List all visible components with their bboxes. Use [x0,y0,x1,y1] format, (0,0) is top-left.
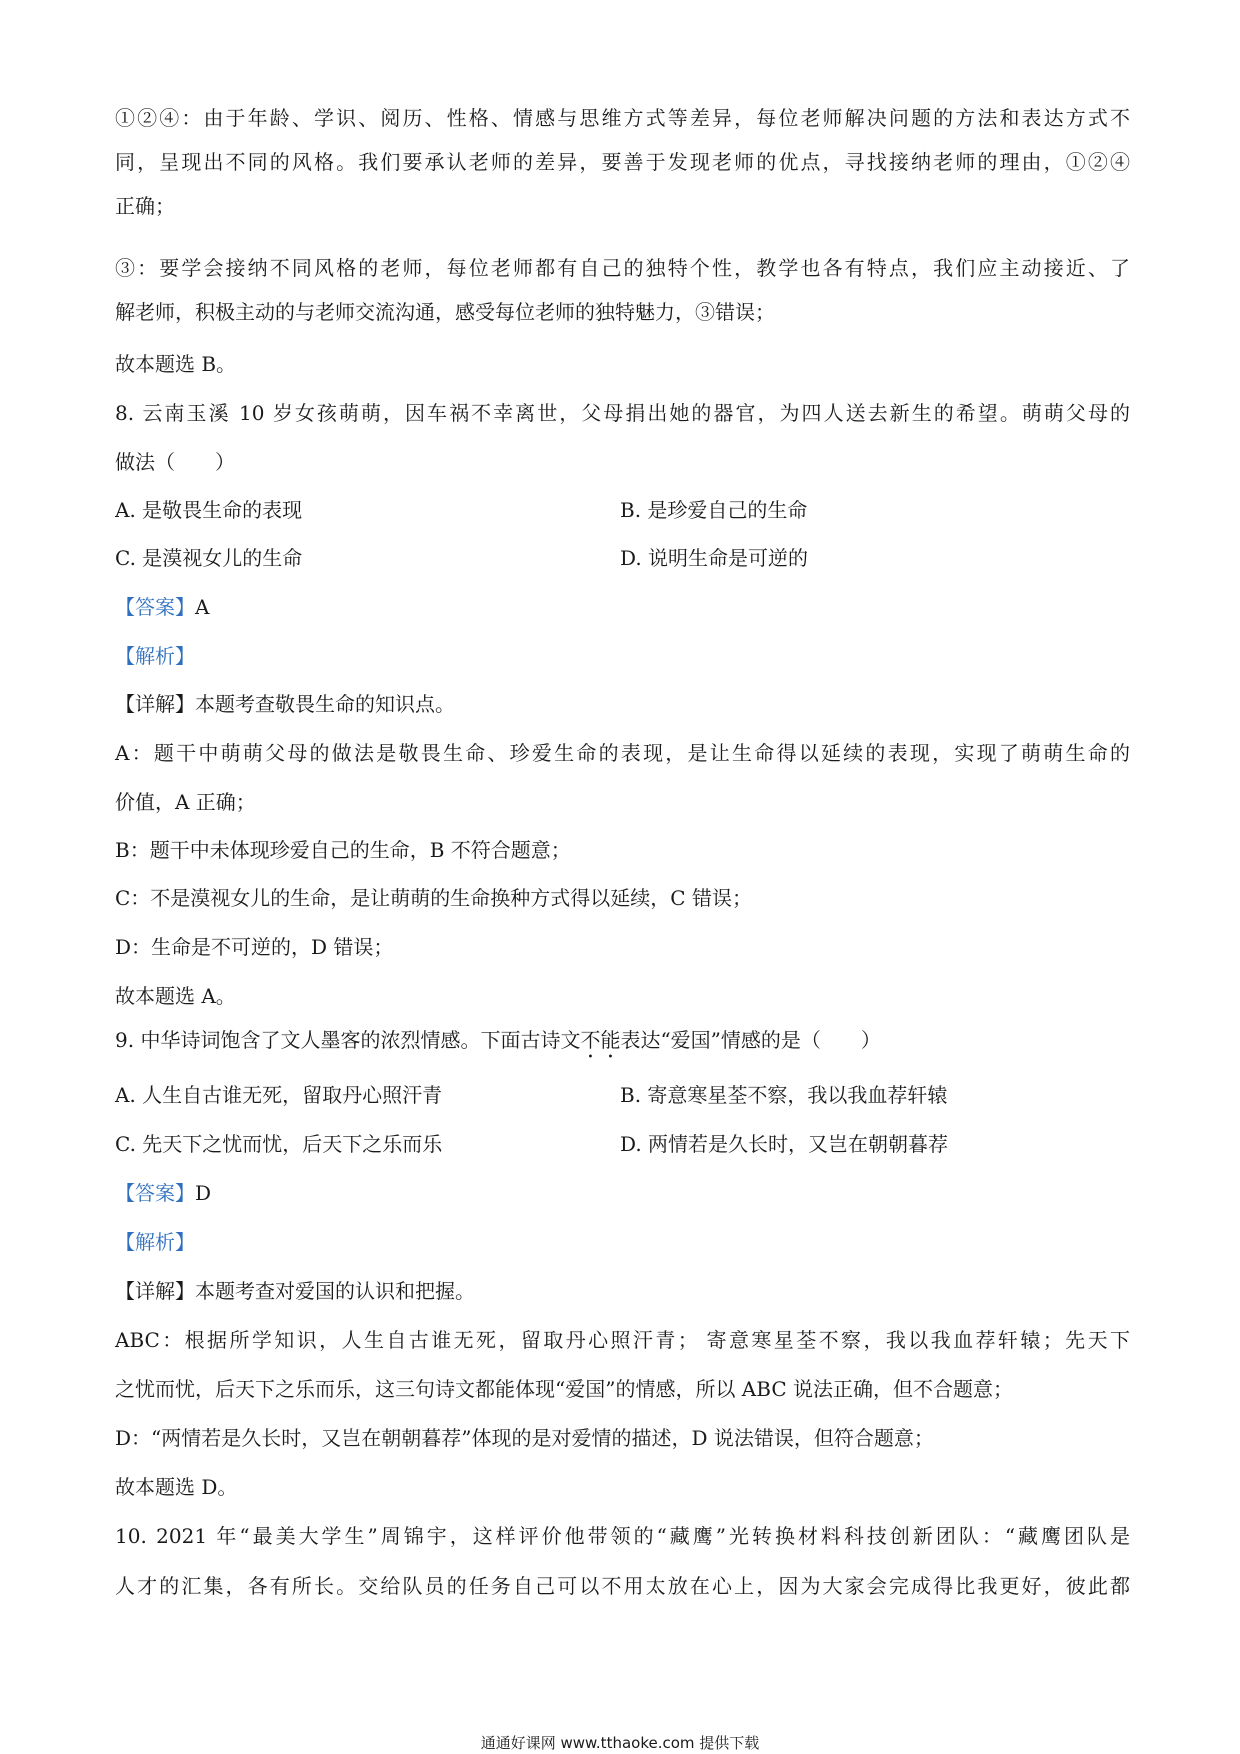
q8-explain-a-line-1: A：题干中萌萌父母的做法是敬畏生命、珍爱生命的表现，是让生命得以延续的表现，实现了萌萌生命的 [115,741,1130,765]
q8-option-a: A. 是敬畏生命的表现 [115,498,303,522]
q9-explain-d: D：“两情若是久长时，又岂在朝朝暮荐”体现的是对爱情的描述，D 说法错误，但符合题意； [115,1426,934,1450]
prev-explanation-line-1: ①②④：由于年龄、学识、阅历、性格、情感与思维方式等差异，每位老师解决问题的方法和表达方式不 [115,106,1130,130]
prev-explanation-line-5: 解老师，积极主动的与老师交流沟通，感受每位老师的独特魅力，③错误； [115,300,775,324]
q9-option-b: B. 寄意寒星荃不察，我以我血荐轩辕 [620,1083,948,1107]
q9-stem-emphasis: 不能 [580,1028,621,1052]
q9-explain-abc-line-2: 之忧而忧，后天下之乐而乐，这三句诗文都能体现“爱国”的情感，所以 ABC 说法正确，但不合题意； [115,1377,1013,1401]
q8-stem-line-1: 8. 云南玉溪 10 岁女孩萌萌，因车祸不幸离世，父母捐出她的器官，为四人送去新生的希望。萌萌父母的 [115,401,1130,425]
q8-conclusion: 故本题选 A。 [115,984,236,1008]
q9-detail [115,1279,475,1303]
q9-option-c: C. 先天下之忧而忧，后天下之乐而乐 [115,1132,443,1156]
q9-option-d: D. 两情若是久长时，又岂在朝朝暮荐 [620,1132,949,1156]
q9-answer [115,1181,211,1205]
q8-explain-c: C：不是漠视女儿的生命，是让萌萌的生命换种方式得以延续，C 错误； [115,886,752,910]
q8-answer [115,595,209,619]
q8-answer-value: A [195,595,210,619]
q8-stem-line-2: 做法（ ） [115,450,235,474]
page-footer: 通通好课网 www.tthaoke.com 提供下载 [480,1734,760,1752]
q8-option-b: B. 是珍爱自己的生命 [620,498,808,522]
q9-explain-abc-line-1: ABC：根据所学知识，人生自古谁无死，留取丹心照汗青； 寄意寒星荃不察，我以我血荐轩辕；先天下 [115,1328,1130,1352]
q9-stem-after: 表达“爱国”情感的是（ ） [620,1028,881,1052]
prev-explanation-line-3: 正确； [115,194,175,218]
q8-explain-d: D：生命是不可逆的，D 错误； [115,935,394,959]
q8-detail-text: 本题考查敬畏生命的知识点。 [195,692,455,716]
q9-detail-tag: 【详解】 [115,1279,195,1303]
prev-conclusion: 故本题选 B。 [115,352,237,376]
prev-explanation-line-2: 同，呈现出不同的风格。我们要承认老师的差异，要善于发现老师的优点，寻找接纳老师的理由，①②④ [115,150,1130,174]
q8-explain-a-line-2: 价值，A 正确； [115,790,256,814]
q8-detail [115,692,455,716]
q9-detail-text: 本题考查对爱国的认识和把握。 [195,1279,475,1303]
q9-stem [115,1028,881,1063]
q9-conclusion: 故本题选 D。 [115,1475,238,1499]
q8-detail-tag: 【详解】 [115,692,195,716]
q9-option-a: A. 人生自古谁无死，留取丹心照汗青 [115,1083,443,1107]
q9-answer-tag: 【答案】 [115,1181,195,1205]
q9-analysis-tag: 【解析】 [115,1230,195,1254]
q8-option-d: D. 说明生命是可逆的 [620,546,809,570]
q10-stem-line-1: 10. 2021 年“最美大学生”周锦宇，这样评价他带领的“藏鹰”光转换材料科技创新团队：“藏鹰团队是 [115,1524,1130,1548]
q8-analysis-tag: 【解析】 [115,644,195,668]
q9-answer-value: D [195,1181,212,1205]
q8-explain-b: B：题干中未体现珍爱自己的生命，B 不符合题意； [115,838,571,862]
prev-explanation-line-4: ③：要学会接纳不同风格的老师，每位老师都有自己的独特个性，教学也各有特点，我们应主动接近、了 [115,256,1130,280]
q9-stem-before: 9. 中华诗词饱含了文人墨客的浓烈情感。下面古诗文 [115,1028,581,1052]
q8-option-c: C. 是漠视女儿的生命 [115,546,303,570]
q8-answer-tag: 【答案】 [115,595,195,619]
q10-stem-line-2: 人才的汇集，各有所长。交给队员的任务自己可以不用太放在心上，因为大家会完成得比我更好，彼此都 [115,1574,1130,1598]
